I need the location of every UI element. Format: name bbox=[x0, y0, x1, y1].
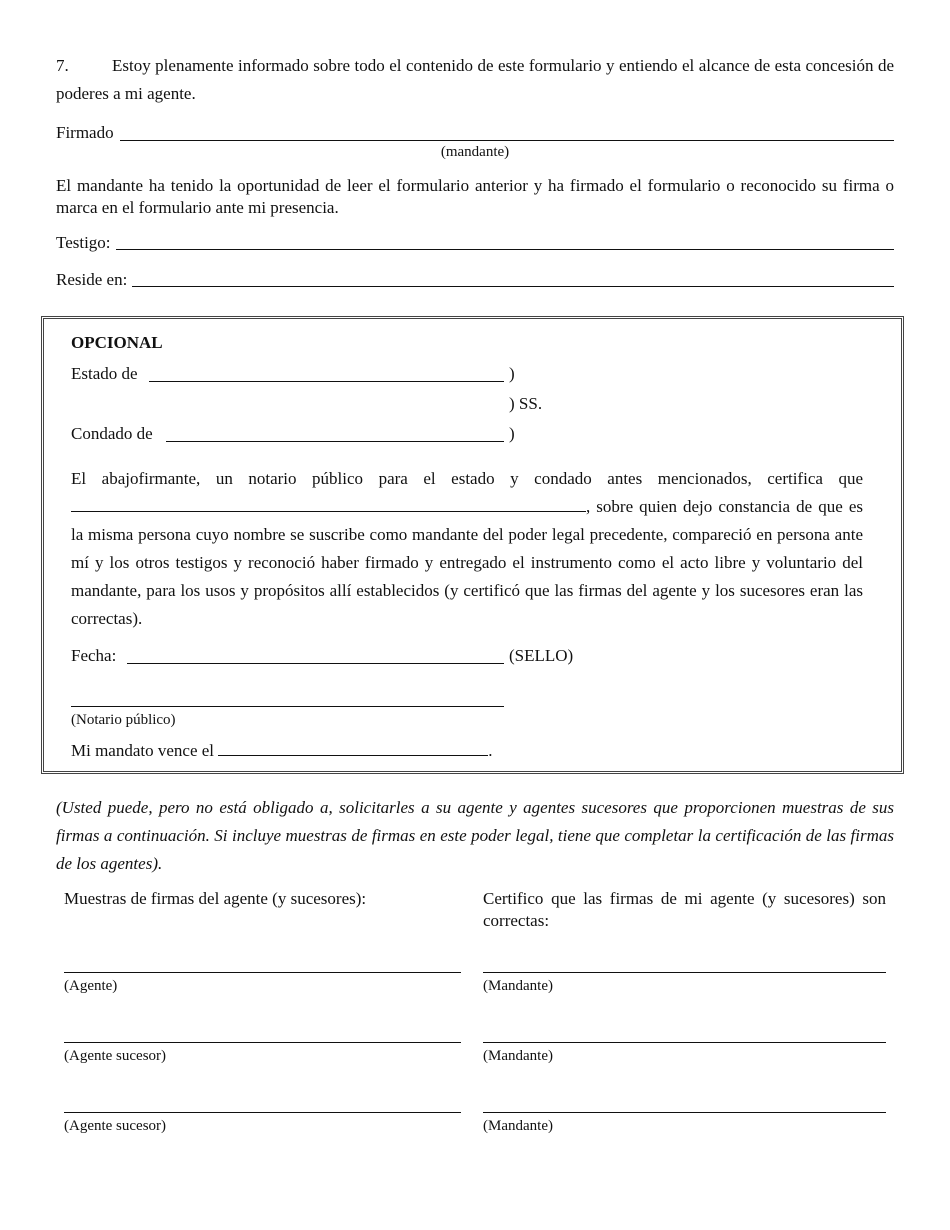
signature-caption: (Mandante) bbox=[483, 978, 553, 994]
optional-title: OPCIONAL bbox=[71, 333, 163, 352]
agent-samples-column bbox=[64, 888, 461, 1164]
signature-caption: (Agente sucesor) bbox=[64, 1048, 167, 1064]
resides-label: Reside en: bbox=[56, 270, 128, 289]
date-row bbox=[71, 641, 863, 671]
principal-signature-line[interactable] bbox=[483, 954, 886, 973]
signature-samples-note: (Usted puede, pero no está obligado a, solicitarles a su agente y agentes sucesores que proporcionen muestras de sus firmas a continuación. Si incluye muestras de firmas en este poder legal, tiene que completar la certificación de las firmas de los agentes). bbox=[56, 798, 894, 873]
county-row bbox=[71, 419, 863, 449]
date-label: Fecha: bbox=[71, 646, 117, 665]
principal-signature-line[interactable] bbox=[483, 1094, 886, 1113]
witness-statement: El mandante ha tenido la oportunidad de leer el formulario anterior y ha firmado el formulario o reconocido su firma o marca en el formulario ante mi presencia. bbox=[56, 176, 894, 217]
expires-period: . bbox=[488, 741, 493, 760]
signature-block bbox=[483, 1024, 886, 1094]
notary-text-part-1: El abajofirmante, un notario público para el estado y condado antes mencionados, certifica que bbox=[71, 469, 863, 488]
witness-field[interactable] bbox=[116, 231, 894, 250]
signature-block bbox=[64, 954, 461, 1024]
principal-caption: (mandante) bbox=[440, 144, 510, 160]
date-field[interactable] bbox=[127, 643, 504, 664]
signed-label: Firmado bbox=[56, 123, 114, 142]
agent-samples-heading: Muestras de firmas del agente (y sucesores): bbox=[64, 889, 367, 908]
state-paren: ) bbox=[509, 364, 515, 383]
principal-signature-line[interactable] bbox=[483, 1024, 886, 1043]
witness-row bbox=[56, 231, 894, 254]
principal-signature-line[interactable] bbox=[120, 122, 894, 141]
notary-certification-text bbox=[71, 465, 863, 633]
section-7-text: Estoy plenamente informado sobre todo el contenido de este formulario y entiendo el alcance de esta concesión de poderes a mi agente. bbox=[56, 56, 894, 103]
notary-caption: (Notario público) bbox=[71, 712, 176, 728]
notary-signature-line[interactable] bbox=[71, 705, 504, 707]
commission-expires-row bbox=[71, 737, 863, 765]
seal-label: (SELLO) bbox=[509, 646, 574, 665]
signature-block bbox=[483, 1094, 886, 1164]
successor-agent-signature-line[interactable] bbox=[64, 1094, 461, 1113]
section-7-paragraph bbox=[56, 52, 894, 108]
state-row bbox=[71, 359, 863, 389]
signature-block bbox=[483, 954, 886, 1024]
ss-row bbox=[71, 389, 863, 419]
form-page bbox=[56, 52, 894, 291]
certified-person-field[interactable] bbox=[71, 497, 586, 512]
successor-agent-signature-line[interactable] bbox=[64, 1024, 461, 1043]
agent-signature-line[interactable] bbox=[64, 954, 461, 973]
principal-certification-heading: Certifico que las firmas de mi agente (y sucesores) son correctas: bbox=[483, 889, 886, 930]
resides-row bbox=[56, 268, 894, 291]
signature-caption: (Agente) bbox=[64, 978, 118, 994]
optional-notary-box bbox=[41, 316, 904, 774]
section-number: 7. bbox=[56, 56, 69, 75]
county-paren: ) bbox=[509, 424, 515, 443]
signature-caption: (Mandante) bbox=[483, 1048, 553, 1064]
principal-signature-row bbox=[56, 122, 894, 143]
expires-field[interactable] bbox=[218, 739, 488, 756]
state-field[interactable] bbox=[149, 361, 504, 382]
resides-field[interactable] bbox=[132, 268, 894, 287]
county-field[interactable] bbox=[166, 421, 504, 442]
signature-caption: (Mandante) bbox=[483, 1118, 553, 1134]
notary-text-part-2: , sobre quien dejo constancia de que es la misma persona cuyo nombre se suscribe como mandante del poder legal precedente, compareció en persona ante mí y los otros testigos y reconoció haber firmado y entregado el instrumento como el acto libre y voluntario del mandante, para los usos y propósitos allí establecidos (y certificó que las firmas del agente y los sucesores eran las correctas). bbox=[71, 497, 863, 628]
signature-caption: (Agente sucesor) bbox=[64, 1118, 167, 1134]
signature-block bbox=[64, 1024, 461, 1094]
signature-block bbox=[64, 1094, 461, 1164]
principal-certification-column bbox=[483, 888, 886, 1164]
state-label: Estado de bbox=[71, 364, 138, 383]
county-label: Condado de bbox=[71, 424, 153, 443]
ss-label: ) SS. bbox=[509, 394, 543, 413]
expires-label: Mi mandato vence el bbox=[71, 741, 215, 760]
witness-label: Testigo: bbox=[56, 233, 111, 252]
